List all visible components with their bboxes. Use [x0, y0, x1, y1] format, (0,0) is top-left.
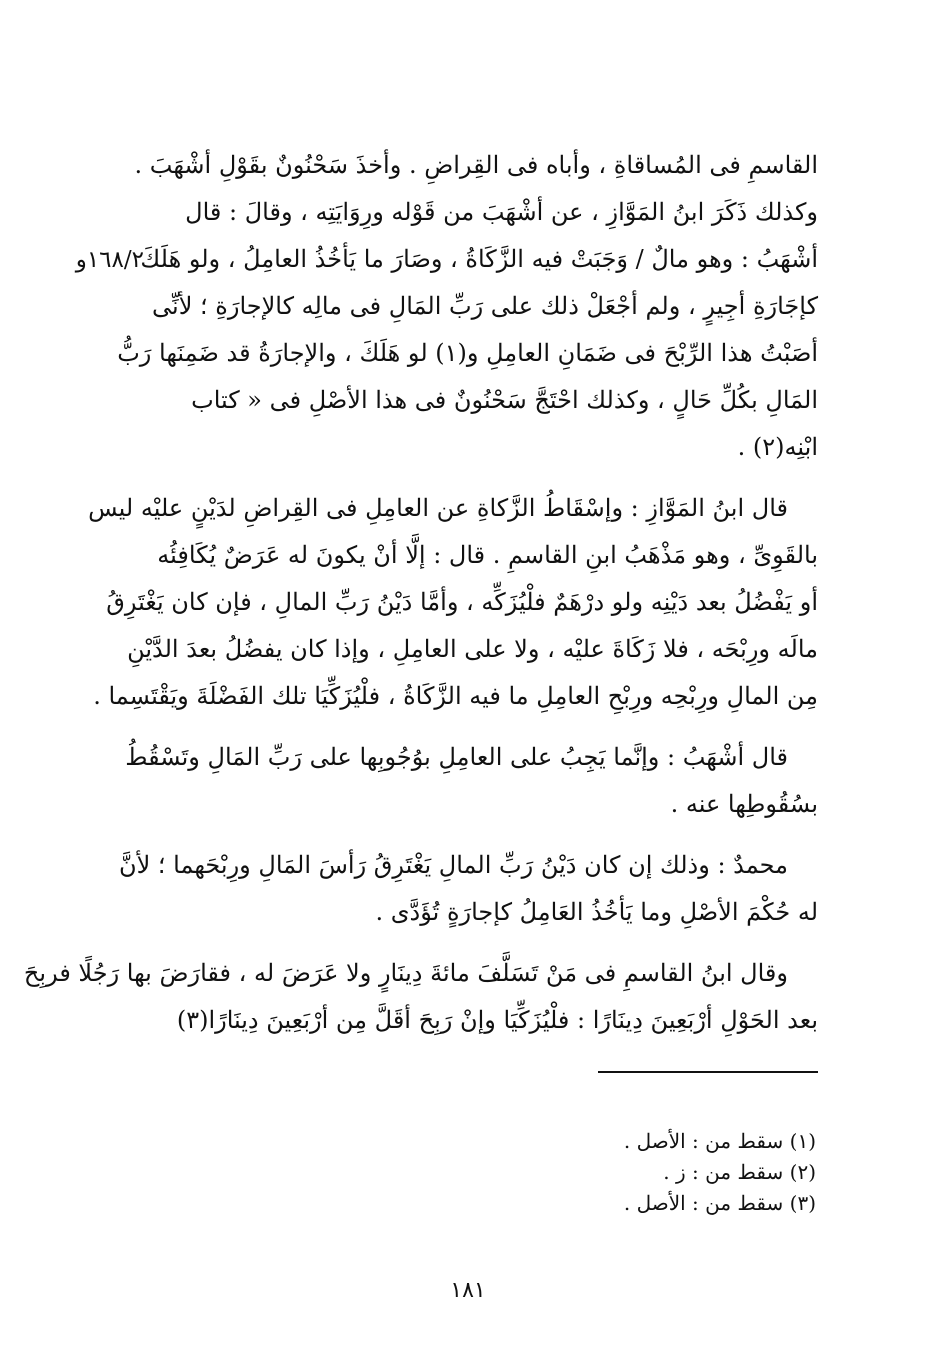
- text-line: مالَه ورِبْحَه ، فلا زَكَاةَ عليْه ، ولا على العامِلِ ، وإذا كان يفضُلُ بعدَ الدَّيْنِ: [127, 635, 818, 663]
- text-line: أصَبْتُ هذا الرِّبْحَ فى ضَمَانِ العامِلِ و(١) لو هَلَكَ ، والإجارَةُ قد ضَمِنَها رَبُّ: [117, 339, 818, 367]
- paragraph-2: [88, 485, 818, 720]
- paragraph-4: [118, 842, 818, 936]
- text-line: وكذلك ذَكَرَ ابنُ المَوَّازِ ، عن أشْهَبَ من قَوْله ورِوَايَتِه ، وقالَ : قال: [185, 198, 818, 226]
- footnote: (٣) سقط من : الأصل .: [623, 1191, 816, 1215]
- footnote-separator: [598, 1071, 818, 1073]
- paragraph-1: [117, 142, 818, 471]
- text-line: أشْهَبُ : وهو مالٌ / وَجَبَتْ فيه الزَّكَاةُ ، وصَارَ ما يَأخُذُ العامِلُ ، ولو هَلَكَ: [140, 245, 818, 273]
- paragraph-3: [125, 734, 818, 828]
- text-line: بالقَوِىِّ ، وهو مَذْهَبُ ابنِ القاسمِ . قال : إلَّا أنْ يكونَ له عَرَضٌ يُكَافِئُه: [157, 541, 818, 569]
- text-line: مِن المالِ ورِبْحِه ورِبْحِ العامِلِ ما فيه الزَّكَاةُ ، فلْيُزَكِّيَا تلك الفَضْلَةَ ويَقْتَسِما .: [93, 682, 818, 710]
- footnote: (١) سقط من : الأصل .: [623, 1129, 816, 1153]
- text-line: كإجَارَةِ أجِيرٍ ، ولم أجْعَلْ ذلك على رَبِّ المَالِ فى مالِه كالإجارَةِ ؛ لأنِّى: [152, 292, 818, 320]
- text-line: ابْنِه(٢) .: [737, 433, 818, 461]
- text-line: قال أشْهَبُ : وإنَّما يَجِبُ على العامِلِ بوُجُوبِها على رَبِّ المَالِ وتَسْقُطُ: [125, 743, 788, 771]
- text-line: قال ابنُ المَوَّازِ : وإسْقَاطُ الزَّكاةِ عن العامِلِ فى القِراضِ لدَيْنٍ عليْه ليس: [88, 494, 788, 522]
- margin-folio-note: ١٦٨/٢و: [75, 247, 144, 273]
- text-line: بعد الحَوْلِ أرْبَعِينَ دِينَارًا : فلْيُزَكِّيَا وإنْ رَبِحَ أقَلَّ مِن أرْبَعِينَ دِينَارًا(٣): [176, 1006, 818, 1034]
- text-line: له حُكْمَ الأصْلِ وما يَأخُذُ العَامِلُ كإجارَةٍ تُؤَدَّى .: [375, 898, 818, 926]
- page-number: ١٨١: [450, 1278, 486, 1303]
- text-line: المَالِ بكُلِّ حَالٍ ، وكذلك احْتَجَّ سَحْنُونٌ فى هذا الأصْلِ فى « كتاب: [191, 386, 818, 414]
- text-line: وقال ابنُ القاسمِ فى مَنْ تَسَلَّفَ مائةَ دِينَارٍ ولا عَرَضَ له ، فقارَضَ بها رَجُلًا فربِحَ: [23, 959, 788, 987]
- footnote: (٢) سقط من : ز .: [663, 1160, 816, 1184]
- text-line: بسُقُوطِها عنه .: [670, 790, 818, 818]
- paragraph-5: [23, 950, 818, 1044]
- text-line: القاسمِ فى المُساقاةِ ، وأباه فى القِراضِ . وأخذَ سَحْنُونٌ بقَوْلِ أشْهَبَ .: [134, 151, 818, 179]
- text-line: محمدٌ : وذلك إن كان دَيْنُ رَبِّ المالِ يَغْتَرِقُ رَأسَ المَالِ ورِبْحَهما ؛ لأنَّ: [118, 851, 788, 879]
- footnotes: [400, 1126, 816, 1219]
- text-line: أو يَفْضُلُ بعد دَيْنِه ولو درْهَمٌ فلْيُزَكِّه ، وأمَّا دَيْنُ رَبِّ المالِ ، فإن كان يَغْتَرِقُ: [106, 588, 818, 616]
